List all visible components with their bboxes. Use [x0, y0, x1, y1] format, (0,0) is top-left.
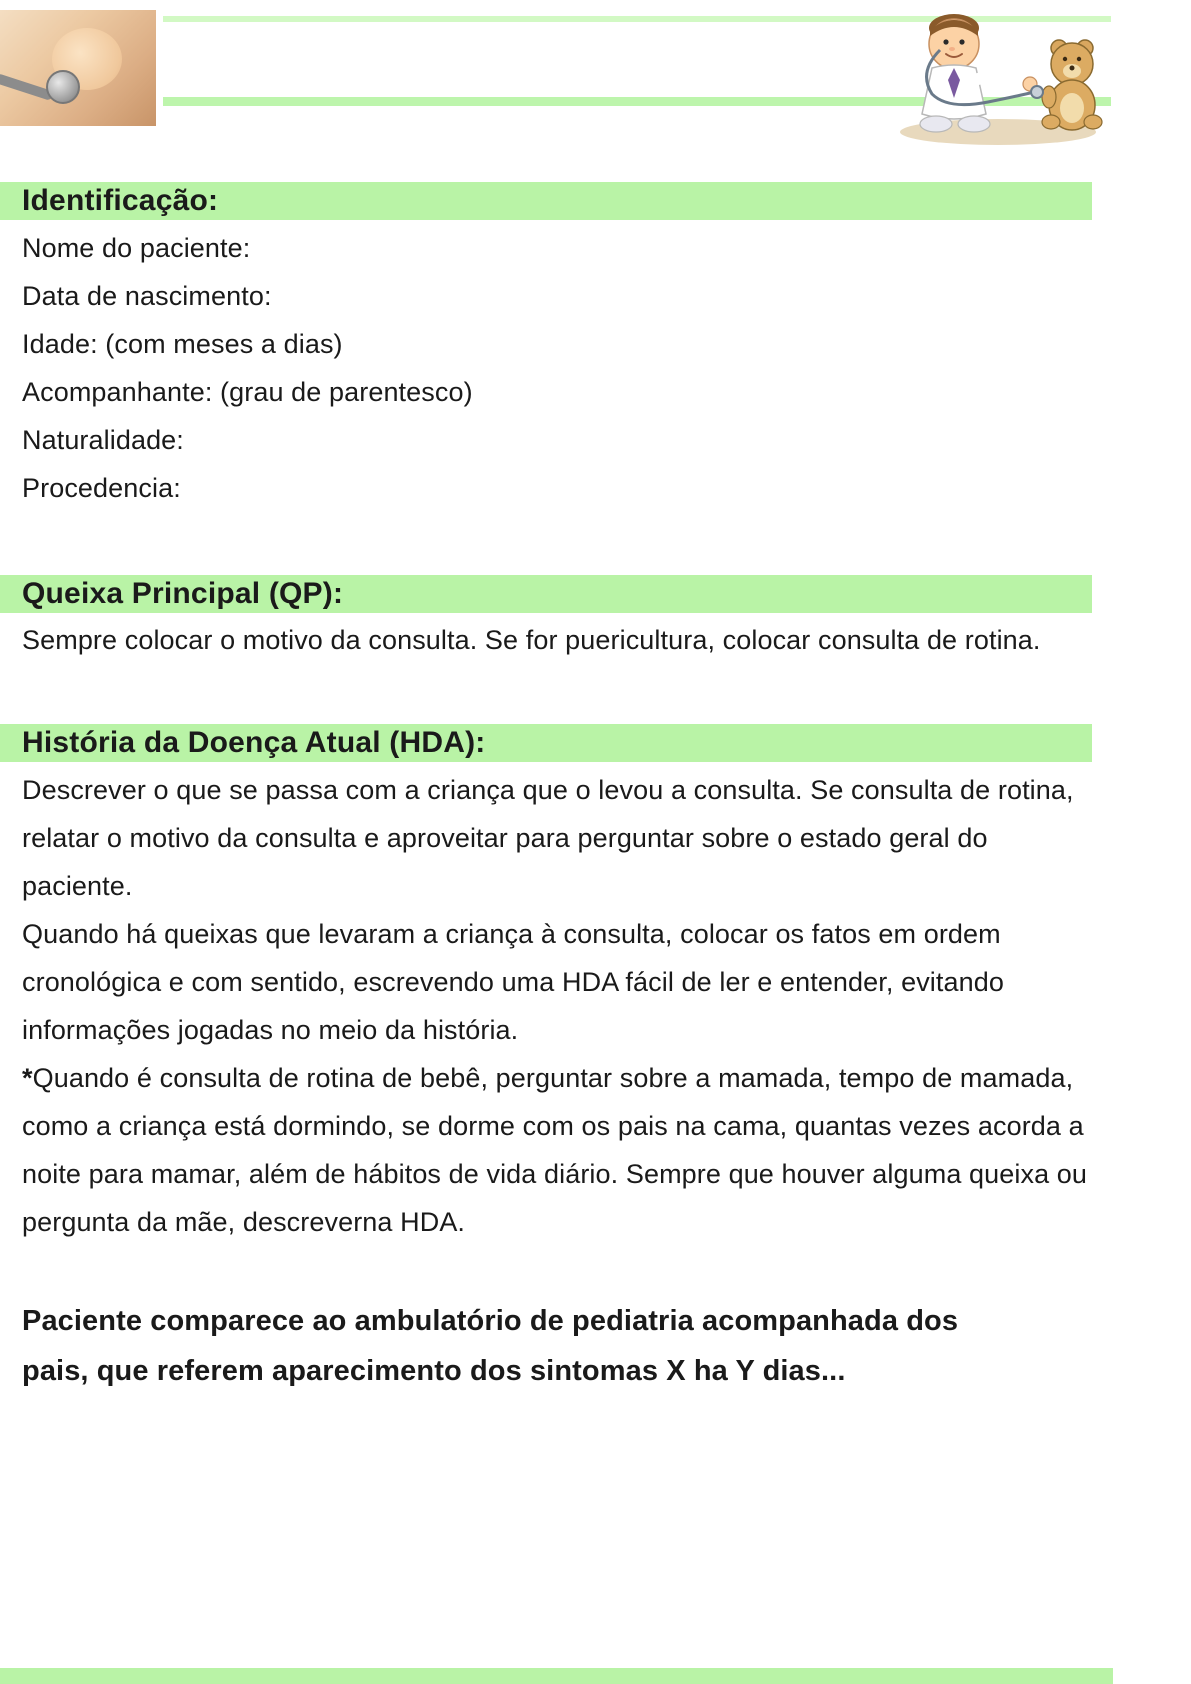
identification-fields [22, 224, 1088, 512]
field-nome: Nome do paciente: [22, 233, 251, 263]
hda-paragraph-2: Quando há queixas que levaram a criança à consulta, colocar os fatos em ordem cronológica e com sentido, escrevendo uma HDA fácil de ler e entender, evitando informações jogadas no meio da história. [22, 919, 1004, 1045]
hda-description [22, 766, 1088, 1054]
footer-rule [0, 1668, 1113, 1684]
stethoscope-disc-shape [46, 70, 80, 104]
field-procedencia: Procedencia: [22, 473, 181, 503]
hda-example-text: Paciente comparece ao ambulatório de pediatria acompanhada dos pais, que referem aparecimento dos sintomas X ha Y dias... [22, 1305, 959, 1387]
hda-note [22, 1054, 1088, 1246]
section-header-identificacao: Identificação: [0, 182, 1092, 220]
field-acompanhante: Acompanhante: (grau de parentesco) [22, 377, 473, 407]
baby-photo [0, 10, 156, 126]
queixa-principal-text: Sempre colocar o motivo da consulta. Se for puericultura, colocar consulta de rotina. [22, 625, 1041, 655]
field-naturalidade: Naturalidade: [22, 425, 184, 455]
note-asterisk: * [22, 1063, 33, 1093]
field-nascimento: Data de nascimento: [22, 281, 272, 311]
section-header-hda: História da Doença Atual (HDA): [0, 724, 1092, 762]
section-header-queixa-principal: Queixa Principal (QP): [0, 575, 1092, 613]
hda-note-text: Quando é consulta de rotina de bebê, perguntar sobre a mamada, tempo de mamada, como a criança está dormindo, se dorme com os pais na cama, quantas vezes acorda a noite para mamar, além de hábitos de vida diário. Sempre que houver alguma queixa ou pergunta da mãe, descreverna HDA. [22, 1063, 1088, 1237]
field-idade: Idade: (com meses a dias) [22, 329, 343, 359]
doctor-teddy-illustration [888, 2, 1108, 148]
hda-paragraph-1: Descrever o que se passa com a criança que o levou a consulta. Se consulta de rotina, relatar o motivo da consulta e aproveitar para perguntar sobre o estado geral do paciente. [22, 775, 1074, 901]
